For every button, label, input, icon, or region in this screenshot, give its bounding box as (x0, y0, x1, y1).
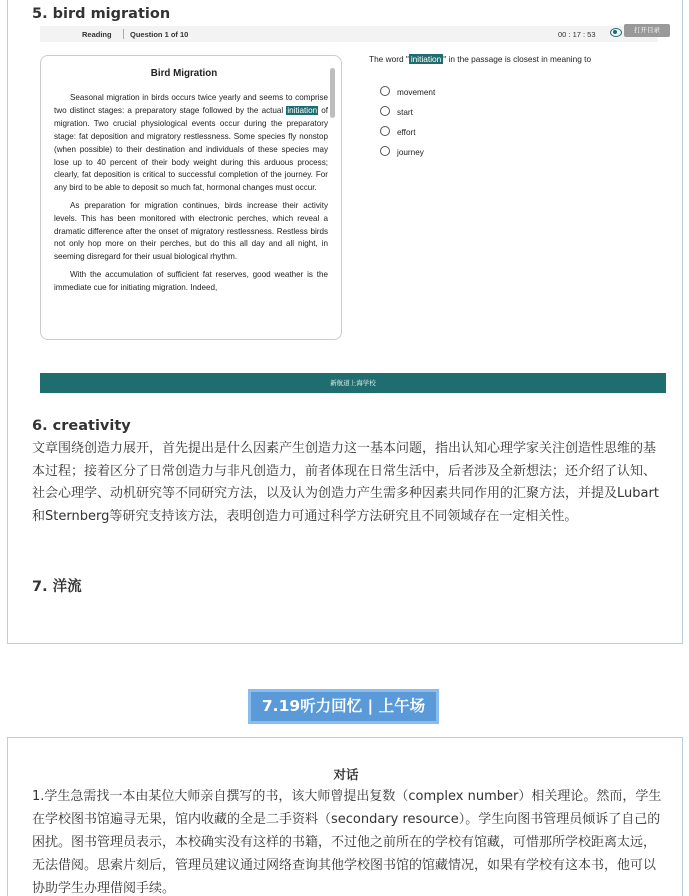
passage-paragraph-3: With the accumulation of sufficient fat reserves, good weather is the immediate cue for initiating migration. Indeed, (54, 269, 328, 292)
article-card-listening (7, 737, 683, 896)
radio-button (380, 86, 390, 96)
question-counter: Question 1 of 10 (130, 30, 189, 39)
passage-paragraph-1: Seasonal migration in birds occurs twice yearly and seems to comprise two distinct stages: a preparatory stage followed by the actual initiation of migration. Two crucial physiological events occur during the preparatory stage: fat deposition and migratory restlessness. Some species fly nonstop (when possible) to their destination and individuals of these species may lose up to 40 percent of their body weight during this arduous process; clearly, fat deposition is critical to successful completion of the journey. For any bird to be able to deposit so much fat, hormonal changes must occur. (54, 93, 328, 193)
passage-title: Bird Migration (150, 68, 218, 79)
passage-scrollbar (330, 68, 335, 118)
question-prompt: The word " initiation " in the passage is closest in meaning to (369, 54, 592, 64)
screenshot-footer-bar: 新航道上海学校 (40, 373, 666, 393)
passage-text (54, 92, 328, 299)
open-directory-button: 打开目录 (624, 24, 670, 37)
section-5-heading: 5. bird migration (32, 6, 171, 22)
section-7-heading: 7. 洋流 (32, 579, 82, 595)
passage-paragraph-2: As preparation for migration continues, birds increase their activity levels. This has been monitored with electronic perches, which reveal a dramatic difference after the onset of migratory restlessness. Restless birds not only hop more on their perches, but do this all day and all night, in seeming disregard for their usual biological rhythm. (54, 200, 328, 262)
dialogue-subheading: 对话 (333, 767, 359, 782)
topbar-divider (123, 29, 124, 39)
section-6-body: 文章围绕创造力展开，首先提出是什么因素产生创造力这一基本问题，指出认知心理学家关注创造性思维的基本过程；接着区分了日常创造力与非凡创造力，前者体现在日常生活中，后者涉及全新想法；还介绍了认知、社会心理学、动机研究等不同研究方法，以及认为创造力产生需多种因素共同作用的汇聚方法，并提及Lubart和Sternberg等研究支持该方法，表明创造力可通过科学方法研究且不同领域存在一定相关性。 (32, 441, 659, 524)
eye-icon (610, 28, 622, 37)
timer: 00 : 17 : 53 (558, 30, 596, 39)
section-6-heading: 6. creativity (32, 418, 131, 434)
dialogue-item-1: 1.学生急需找一本由某位大师亲自撰写的书，该大师曾提出复数（complex number）相关理论。然而，学生在学校图书馆遍寻无果，馆内收藏的全是二手资料（secondary resource）。学生向图书管理员倾诉了自己的困扰。图书管理员表示，本校确实没有这样的书籍，不过他之前所在的学校有馆藏，可惜那所学校距离太远，无法借阅。思索片刻后，管理员建议通过网络查询其他学校图书馆的馆藏情况，如果有学校有这本书，他可以协助学生办理借阅手续。 (32, 789, 662, 896)
highlighted-word: initiation (287, 105, 318, 115)
radio-button (380, 146, 390, 156)
test-topbar (40, 26, 658, 42)
test-screenshot: Reading Question 1 of 10 00 : 17 : 53 打开目录 Bird Migration Seasonal migration in birds occurs twice yearly and seems to comprise two distinct stages: a preparatory stage followed by the actual initiation of migration. Two crucial physiological events occur during the preparatory stage: fat deposition and migratory restlessness. Some species fly nonstop (when possible) to their destination and individuals of these species may lose up to 40 percent of their body weight during this arduous process; clearly, fat deposition is critical to successful completion of the journey. For any bird to be able to deposit so much fat, hormonal changes must occur. As preparation for migration continues, birds increase their activity levels. This has been monitored with electronic perches, which reveal a dramatic difference after the onset of migratory restlessness. Restless birds not only hop more on their perches, but do this all day and all night, in seeming disregard for their usual biological rhythm. With the accumulation of sufficient fat reserves, good weather is the immediate cue for initiating migration. Indeed, The word " initiation " in the passage is closest in meaning to movement start effort journey 新航道上海学校 (32, 26, 666, 396)
listening-banner: 7.19听力回忆 | 上午场 (248, 689, 439, 724)
radio-button (380, 126, 390, 136)
passage-panel (40, 55, 342, 340)
radio-button (380, 106, 390, 116)
prompt-highlight: initiation (410, 54, 442, 64)
article-card-top (7, 0, 683, 644)
reading-tab: Reading (82, 30, 112, 39)
